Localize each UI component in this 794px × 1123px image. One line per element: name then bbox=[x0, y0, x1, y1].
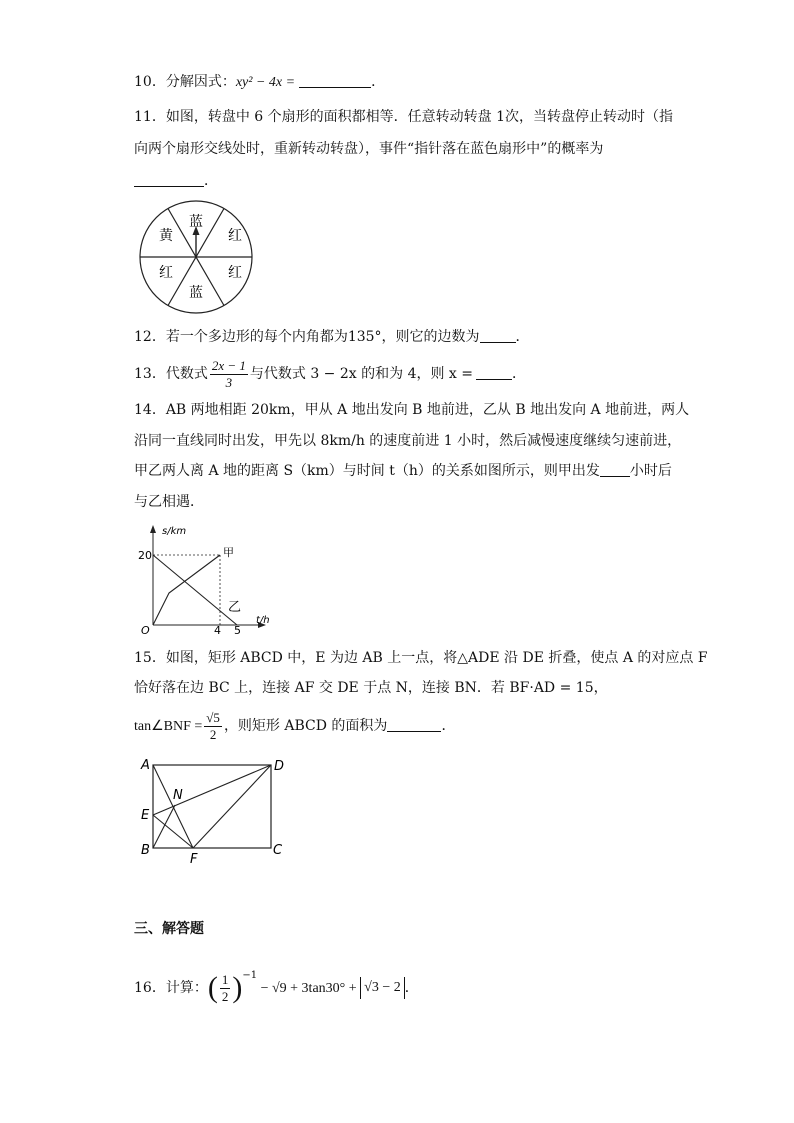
q13-fraction bbox=[210, 358, 248, 391]
q13-prefix: 13．代数式 bbox=[134, 366, 208, 382]
q10-end: ． bbox=[371, 74, 386, 90]
point-b-label: B bbox=[141, 843, 150, 858]
section-heading: 三、解答题 bbox=[134, 921, 204, 937]
point-e-label: E bbox=[141, 808, 150, 823]
rectangle-abcd bbox=[153, 765, 271, 848]
sector-label-bottom-right: 红 bbox=[228, 265, 242, 281]
q16-absolute-value: √3 − 2 bbox=[360, 977, 405, 999]
q15-denominator: 2 bbox=[209, 726, 217, 742]
q11-answer-blank bbox=[134, 172, 204, 187]
q12-text: 12．若一个多边形的每个内角都为135°，则它的边数为 bbox=[134, 329, 480, 345]
q14-line-4: 与乙相遇． bbox=[134, 494, 204, 510]
q15-end: ． bbox=[441, 718, 456, 734]
question-12 bbox=[134, 327, 530, 347]
q16-exponent: −1 bbox=[242, 970, 258, 981]
segment-ed bbox=[153, 765, 271, 815]
origin-label: O bbox=[141, 624, 150, 637]
q13-denominator: 3 bbox=[225, 374, 233, 390]
q13-answer-blank bbox=[476, 365, 512, 380]
q10-answer-blank bbox=[299, 73, 371, 88]
x-tick-5: 5 bbox=[234, 624, 241, 637]
q10-label: 10．分解因式： bbox=[134, 74, 236, 90]
q13-end: ． bbox=[512, 366, 526, 382]
label-yi: 乙 bbox=[228, 600, 242, 615]
sector-label-bottom-left: 红 bbox=[159, 265, 173, 281]
q16-denominator: 2 bbox=[221, 988, 229, 1004]
segment-bn bbox=[153, 805, 175, 848]
q16-numerator: 1 bbox=[221, 971, 229, 987]
point-d-label: D bbox=[274, 759, 285, 774]
x-tick-4: 4 bbox=[214, 624, 221, 637]
q16-right-paren: ) bbox=[232, 971, 243, 1004]
q11-line-2: 向两个扇形交线处时，重新转动转盘），事件“指针落在蓝色扇形中”的概率为 bbox=[134, 141, 604, 157]
sector-label-top-right: 红 bbox=[228, 228, 242, 244]
label-jia: 甲 bbox=[223, 546, 234, 559]
line-yi bbox=[153, 555, 237, 625]
question-10 bbox=[134, 72, 385, 93]
q15-numerator: √5 bbox=[206, 709, 220, 725]
y-axis-label: s/km bbox=[162, 526, 187, 537]
point-a-label: A bbox=[141, 758, 150, 773]
q14-line-3 bbox=[134, 461, 672, 481]
q14-line-3a: 甲乙两人离 A 地的距离 S（km）与时间 t（h）的关系如图所示，则甲出发 bbox=[134, 463, 600, 479]
q13-numerator: 2x − 1 bbox=[211, 357, 246, 373]
q15-line-3 bbox=[134, 708, 455, 745]
q15-tan-post: ，则矩形 ABCD 的面积为 bbox=[223, 718, 388, 734]
q15-fraction bbox=[204, 710, 222, 743]
q12-answer-blank bbox=[480, 328, 516, 343]
q15-line-2: 恰好落在边 BC 上，连接 AF 交 DE 于点 N，连接 BN．若 BF·AD = 15， bbox=[134, 680, 608, 696]
q11-line-1: 11．如图，转盘中 6 个扇形的面积都相等．任意转动转盘 1次，当转盘停止转动时（指 bbox=[134, 109, 673, 125]
y-axis-arrow-icon bbox=[150, 525, 156, 533]
q15-line-1: 15．如图，矩形 ABCD 中，E 为边 AB 上一点，将△ADE 沿 DE 折叠，使点 A 的对应点 F bbox=[134, 650, 708, 666]
line-jia bbox=[153, 555, 220, 625]
spinner-diagram bbox=[137, 200, 257, 320]
point-n-label: N bbox=[173, 788, 183, 803]
q16-left-paren: ( bbox=[207, 971, 218, 1004]
question-16 bbox=[134, 956, 419, 1009]
q11-line-3 bbox=[134, 171, 218, 191]
q14-answer-blank bbox=[600, 462, 630, 477]
q13-middle: 与代数式 3 − 2x 的和为 4，则 x = bbox=[249, 366, 473, 382]
question-13 bbox=[134, 356, 526, 392]
q15-answer-blank bbox=[387, 717, 441, 732]
q14-line-2: 沿同一直线同时出发，甲先以 8km/h 的速度前进 1 小时，然后减慢速度继续匀速前进， bbox=[134, 433, 682, 449]
distance-time-graph bbox=[136, 521, 276, 636]
q14-line-3b: 小时后 bbox=[629, 463, 672, 479]
segment-ef bbox=[153, 815, 193, 848]
q16-expression: − √9 + 3tan30° + bbox=[257, 981, 361, 996]
y-tick-20: 20 bbox=[138, 549, 152, 562]
sector-label-top: 蓝 bbox=[189, 214, 203, 230]
q14-line-1: 14．AB 两地相距 20km，甲从 A 地出发向 B 地前进，乙从 B 地出发向 A 地前进，两人 bbox=[134, 402, 690, 418]
x-axis-label: t/h bbox=[256, 615, 270, 626]
point-c-label: C bbox=[273, 843, 283, 858]
sector-label-bottom: 蓝 bbox=[189, 285, 203, 301]
q16-prefix: 16．计算： bbox=[134, 980, 208, 996]
q10-expression: xy² − 4x = bbox=[235, 75, 296, 90]
q11-end: ． bbox=[204, 173, 218, 189]
rectangle-fold-diagram bbox=[135, 757, 295, 867]
q16-end: ． bbox=[404, 980, 419, 996]
q12-end: ． bbox=[515, 329, 530, 345]
point-f-label: F bbox=[190, 852, 198, 867]
segment-fd bbox=[193, 765, 271, 848]
q15-tan-prefix: tan∠BNF = bbox=[134, 719, 203, 734]
q16-fraction bbox=[220, 972, 231, 1005]
sector-label-top-left: 黄 bbox=[159, 228, 173, 244]
